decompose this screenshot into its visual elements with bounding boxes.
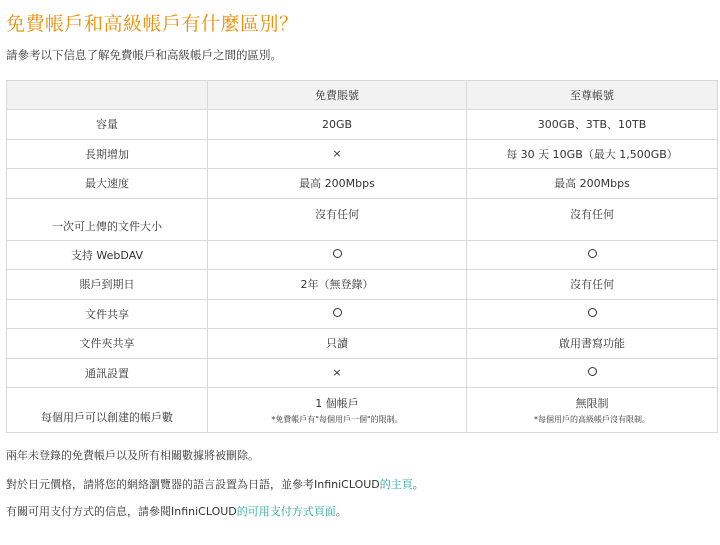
free-value: 2年（無登錄）: [208, 270, 467, 300]
premium-value: 沒有任何: [467, 270, 718, 300]
row-label: 文件共享: [7, 299, 208, 329]
table-row: [7, 169, 718, 199]
free-value: [208, 240, 467, 270]
free-value: 1 個帳戶 *免費帳戶有"每個用戶一個"的限制。: [208, 388, 467, 433]
table-row: [7, 110, 718, 140]
table-row: [7, 329, 718, 359]
row-label: 一次可上傳的文件大小: [7, 198, 208, 240]
footer-line-deletion: 兩年未登錄的免費帳戶以及所有相關數據將被刪除。: [6, 449, 259, 462]
circle-icon: [588, 367, 597, 376]
intro-text: 請參考以下信息了解免費帳戶和高級帳戶之間的區別。: [6, 48, 282, 62]
header-free: 免費賬號: [208, 81, 467, 110]
free-value: 沒有任何: [208, 198, 467, 240]
premium-value: [467, 358, 718, 388]
table-row: [7, 270, 718, 300]
premium-value: [467, 299, 718, 329]
circle-icon: [333, 249, 342, 258]
table-row: [7, 139, 718, 169]
premium-value: 無限制 *每個用戶的高級帳戶沒有限制。: [467, 388, 718, 433]
cross-icon: ×: [208, 358, 467, 388]
table-row: [7, 358, 718, 388]
free-value: 只讀: [208, 329, 467, 359]
circle-icon: [588, 249, 597, 258]
table-row: [7, 240, 718, 270]
premium-value: 300GB、3TB、10TB: [467, 110, 718, 140]
comparison-table: [6, 80, 718, 433]
circle-icon: [333, 308, 342, 317]
row-label: 支持 WebDAV: [7, 240, 208, 270]
row-label: 每個用戶可以創建的帳戶數: [7, 388, 208, 433]
premium-value: 沒有任何: [467, 198, 718, 240]
homepage-link[interactable]: 的主頁: [379, 478, 413, 491]
page-title: 免費帳戶和高級帳戶有什麼區別？: [6, 13, 299, 35]
row-label: 文件夾共享: [7, 329, 208, 359]
row-label: 容量: [7, 110, 208, 140]
free-value: 最高 200Mbps: [208, 169, 467, 199]
free-value: [208, 299, 467, 329]
table-header-row: [7, 81, 718, 110]
free-value: 20GB: [208, 110, 467, 140]
premium-note: *每個用戶的高級帳戶沒有限制。: [534, 415, 650, 424]
header-premium: 至尊帳號: [467, 81, 718, 110]
free-note: *免費帳戶有"每個用戶一個"的限制。: [271, 415, 403, 424]
table-row: [7, 388, 718, 433]
premium-value: [467, 240, 718, 270]
footer-line-payment: 有關可用支付方式的信息，請參閱InfiniCLOUD的可用支付方式頁面。: [6, 505, 347, 518]
row-label: 賬戶到期日: [7, 270, 208, 300]
footer-line-yen: 對於日元價格，請將您的網絡瀏覽器的語言設置為日語，並參考InfiniCLOUD的主頁。: [6, 478, 424, 491]
circle-icon: [588, 308, 597, 317]
row-label: 最大速度: [7, 169, 208, 199]
payment-methods-link[interactable]: 的可用支付方式頁面: [236, 505, 336, 518]
header-empty: [7, 81, 208, 110]
row-label: 長期增加: [7, 139, 208, 169]
premium-value: 每 30 天 10GB（最大 1,500GB）: [467, 139, 718, 169]
table-row: [7, 299, 718, 329]
table-row: [7, 198, 718, 240]
premium-value: 最高 200Mbps: [467, 169, 718, 199]
cross-icon: ×: [208, 139, 467, 169]
premium-value: 啟用書寫功能: [467, 329, 718, 359]
row-label: 通訊設置: [7, 358, 208, 388]
